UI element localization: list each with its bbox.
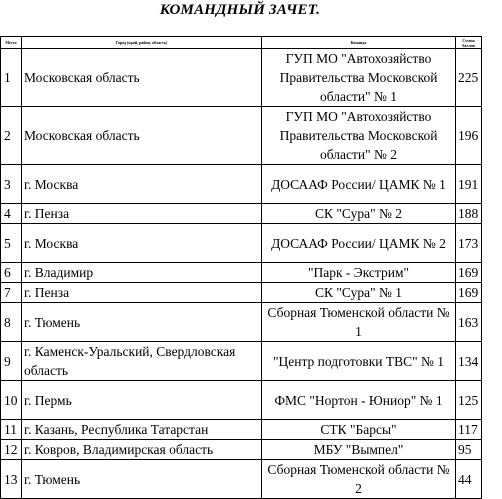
results-table	[0, 36, 482, 499]
cell-team: ДОСААФ России/ ЦАМК № 1	[262, 165, 456, 204]
cell-region: г. Пенза	[22, 283, 262, 303]
page-title: КОМАНДНЫЙ ЗАЧЕТ.	[159, 2, 321, 18]
table-row	[1, 263, 482, 283]
table-row	[1, 283, 482, 303]
cell-score: 225	[456, 49, 482, 107]
table-row	[1, 224, 482, 263]
cell-score: 125	[456, 381, 482, 420]
cell-place: 11	[1, 420, 22, 440]
cell-region: г. Ковров, Владимирская область	[22, 440, 262, 460]
cell-score: 169	[456, 283, 482, 303]
table-row	[1, 49, 482, 107]
table-row	[1, 204, 482, 224]
cell-team: "Центр подготовки ТВС" № 1	[262, 342, 456, 381]
cell-place: 13	[1, 460, 22, 499]
cell-team: СТК "Барсы"	[262, 420, 456, 440]
cell-place: 2	[1, 107, 22, 165]
table-row	[1, 381, 482, 420]
cell-region: Московская область	[22, 49, 262, 107]
cell-team: ГУП МО "Автохозяйство Правительства Московской области" № 1	[262, 49, 456, 107]
cell-region: г. Казань, Республика Татарстан	[22, 420, 262, 440]
cell-team: ФМС "Нортон - Юниор" № 1	[262, 381, 456, 420]
cell-score: 169	[456, 263, 482, 283]
cell-team: Сборная Тюменской области № 2	[262, 460, 456, 499]
cell-team: СК "Сура" № 2	[262, 204, 456, 224]
cell-score: 191	[456, 165, 482, 204]
cell-region: г. Владимир	[22, 263, 262, 283]
cell-region: Московская область	[22, 107, 262, 165]
cell-score: 188	[456, 204, 482, 224]
table-row	[1, 107, 482, 165]
header-place: Место	[1, 37, 22, 49]
table-header-row	[1, 37, 482, 49]
cell-place: 8	[1, 303, 22, 342]
cell-place: 4	[1, 204, 22, 224]
cell-place: 1	[1, 49, 22, 107]
table-row	[1, 303, 482, 342]
cell-score: 196	[456, 107, 482, 165]
header-team: Команда	[262, 37, 456, 49]
cell-place: 9	[1, 342, 22, 381]
cell-place: 12	[1, 440, 22, 460]
cell-score: 163	[456, 303, 482, 342]
cell-region: г. Москва	[22, 165, 262, 204]
cell-score: 173	[456, 224, 482, 263]
cell-place: 6	[1, 263, 22, 283]
cell-team: ДОСААФ России/ ЦАМК № 2	[262, 224, 456, 263]
cell-place: 3	[1, 165, 22, 204]
cell-score: 134	[456, 342, 482, 381]
table-row	[1, 440, 482, 460]
table-row	[1, 420, 482, 440]
cell-region: г. Москва	[22, 224, 262, 263]
cell-team: ГУП МО "Автохозяйство Правительства Московской области" № 2	[262, 107, 456, 165]
cell-region: г. Тюмень	[22, 460, 262, 499]
cell-place: 5	[1, 224, 22, 263]
header-region: Город (край, район, область)	[22, 37, 262, 49]
table-row	[1, 165, 482, 204]
cell-team: МБУ "Вымпел"	[262, 440, 456, 460]
cell-team: "Парк - Экстрим"	[262, 263, 456, 283]
header-score: Сумма баллов	[456, 37, 482, 49]
cell-score: 95	[456, 440, 482, 460]
cell-region: г. Пермь	[22, 381, 262, 420]
cell-region: г. Пенза	[22, 204, 262, 224]
cell-team: Сборная Тюменской области № 1	[262, 303, 456, 342]
table-row	[1, 460, 482, 499]
cell-score: 117	[456, 420, 482, 440]
cell-region: г. Тюмень	[22, 303, 262, 342]
table-row	[1, 342, 482, 381]
cell-score: 44	[456, 460, 482, 499]
cell-place: 7	[1, 283, 22, 303]
cell-place: 10	[1, 381, 22, 420]
cell-region: г. Каменск-Уральский, Свердловская область	[22, 342, 262, 381]
cell-team: СК "Сура" № 1	[262, 283, 456, 303]
